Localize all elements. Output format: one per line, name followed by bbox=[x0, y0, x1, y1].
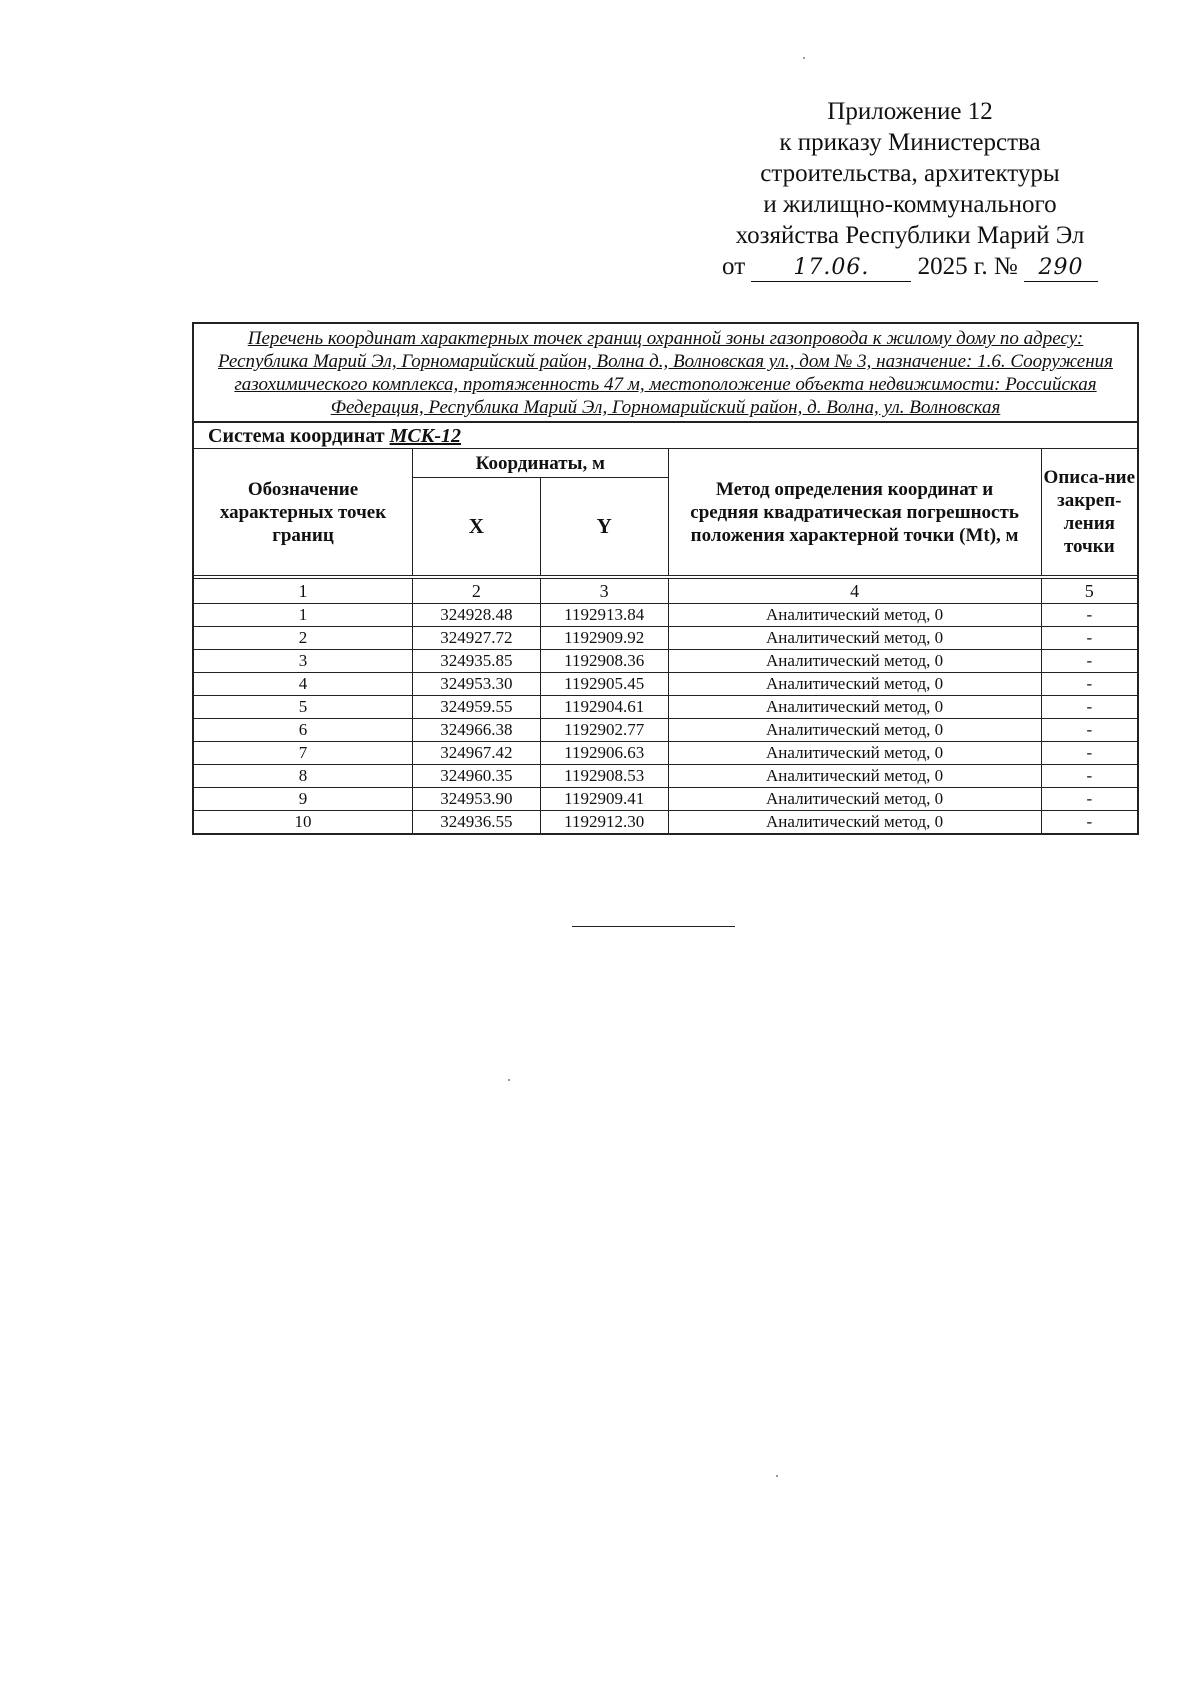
table-row bbox=[193, 742, 1138, 765]
description-cell: - bbox=[1041, 719, 1138, 742]
handwritten-number: 290 bbox=[1024, 255, 1098, 282]
point-id: 7 bbox=[193, 742, 413, 765]
coordinate-system-label: Система координат bbox=[208, 425, 385, 447]
table-title: Перечень координат характерных точек границ охранной зоны газопровода к жилому дому по адресу: Республика Марий Эл, Горномарийский район, Волна д., Волновская ул., дом № 3, назначение: 1.6. Сооружения газохимического комплекса, протяженность 47 м, местоположение объекта недвижимости: Российская Федерация, Республика Марий Эл, Горномарийский район, д. Волна, ул. Волновская bbox=[193, 323, 1138, 422]
table-row bbox=[193, 811, 1138, 835]
header-row-1 bbox=[193, 449, 1138, 478]
coord-x: 324959.55 bbox=[413, 696, 541, 719]
point-id: 8 bbox=[193, 765, 413, 788]
coord-y: 1192902.77 bbox=[540, 719, 668, 742]
table-row bbox=[193, 696, 1138, 719]
coord-y: 1192908.53 bbox=[540, 765, 668, 788]
coord-y: 1192909.41 bbox=[540, 788, 668, 811]
coordinate-system-value: МСК-12 bbox=[389, 425, 461, 447]
point-id: 2 bbox=[193, 627, 413, 650]
scan-speck bbox=[508, 1079, 510, 1081]
order-line-3: и жилищно-коммунального bbox=[763, 191, 1057, 218]
order-date-line bbox=[690, 251, 1130, 282]
coord-x: 324953.90 bbox=[413, 788, 541, 811]
end-of-document-divider bbox=[572, 926, 735, 927]
order-line-2: строительства, архитектуры bbox=[760, 160, 1060, 187]
document-header bbox=[690, 96, 1130, 282]
method-cell: Аналитический метод, 0 bbox=[668, 788, 1041, 811]
coord-x: 324935.85 bbox=[413, 650, 541, 673]
coord-x: 324953.30 bbox=[413, 673, 541, 696]
header-coordinates: Координаты, м bbox=[413, 449, 669, 478]
header-description: Описа-ние закреп-ления точки bbox=[1041, 449, 1138, 576]
method-cell: Аналитический метод, 0 bbox=[668, 719, 1041, 742]
coord-x: 324927.72 bbox=[413, 627, 541, 650]
coord-x: 324960.35 bbox=[413, 765, 541, 788]
point-id: 5 bbox=[193, 696, 413, 719]
table-row bbox=[193, 719, 1138, 742]
scan-speck bbox=[803, 57, 805, 59]
column-number: 5 bbox=[1041, 579, 1138, 604]
point-id: 1 bbox=[193, 604, 413, 627]
table-row bbox=[193, 604, 1138, 627]
description-cell: - bbox=[1041, 604, 1138, 627]
coord-y: 1192909.92 bbox=[540, 627, 668, 650]
coord-y: 1192906.63 bbox=[540, 742, 668, 765]
coord-y: 1192908.36 bbox=[540, 650, 668, 673]
column-number: 2 bbox=[413, 579, 541, 604]
method-cell: Аналитический метод, 0 bbox=[668, 742, 1041, 765]
order-line-4: хозяйства Республики Марий Эл bbox=[735, 222, 1085, 249]
description-cell: - bbox=[1041, 811, 1138, 835]
method-cell: Аналитический метод, 0 bbox=[668, 765, 1041, 788]
description-cell: - bbox=[1041, 696, 1138, 719]
point-id: 10 bbox=[193, 811, 413, 835]
coord-y: 1192905.45 bbox=[540, 673, 668, 696]
point-id: 6 bbox=[193, 719, 413, 742]
table-row bbox=[193, 673, 1138, 696]
table-row bbox=[193, 765, 1138, 788]
column-number: 1 bbox=[193, 579, 413, 604]
point-id: 3 bbox=[193, 650, 413, 673]
appendix-title: Приложение 12 bbox=[827, 98, 993, 125]
description-cell: - bbox=[1041, 673, 1138, 696]
header-x: X bbox=[413, 478, 541, 576]
column-number: 4 bbox=[668, 579, 1041, 604]
coord-y: 1192904.61 bbox=[540, 696, 668, 719]
method-cell: Аналитический метод, 0 bbox=[668, 627, 1041, 650]
coord-x: 324966.38 bbox=[413, 719, 541, 742]
description-cell: - bbox=[1041, 627, 1138, 650]
coordinates-table bbox=[192, 322, 1139, 835]
coord-x: 324936.55 bbox=[413, 811, 541, 835]
description-cell: - bbox=[1041, 788, 1138, 811]
table-row bbox=[193, 788, 1138, 811]
method-cell: Аналитический метод, 0 bbox=[668, 604, 1041, 627]
date-prefix: от bbox=[722, 253, 746, 280]
handwritten-date: 17.06. bbox=[751, 255, 911, 282]
table-row bbox=[193, 627, 1138, 650]
header-y: Y bbox=[540, 478, 668, 576]
header-method: Метод определения координат и средняя квадратическая погрешность положения характерной точки (Mt), м bbox=[668, 449, 1041, 576]
table-row bbox=[193, 650, 1138, 673]
description-cell: - bbox=[1041, 765, 1138, 788]
year-text: 2025 г. № bbox=[917, 253, 1018, 280]
point-id: 9 bbox=[193, 788, 413, 811]
method-cell: Аналитический метод, 0 bbox=[668, 650, 1041, 673]
column-numbers-row bbox=[193, 579, 1138, 604]
point-id: 4 bbox=[193, 673, 413, 696]
method-cell: Аналитический метод, 0 bbox=[668, 696, 1041, 719]
coordinate-system bbox=[193, 422, 1138, 449]
method-cell: Аналитический метод, 0 bbox=[668, 673, 1041, 696]
description-cell: - bbox=[1041, 650, 1138, 673]
column-number: 3 bbox=[540, 579, 668, 604]
table-title-row bbox=[193, 323, 1138, 422]
coord-y: 1192913.84 bbox=[540, 604, 668, 627]
order-line-1: к приказу Министерства bbox=[779, 129, 1041, 156]
coordinate-system-row bbox=[193, 422, 1138, 449]
coord-x: 324967.42 bbox=[413, 742, 541, 765]
coord-x: 324928.48 bbox=[413, 604, 541, 627]
scan-speck bbox=[776, 1475, 778, 1477]
description-cell: - bbox=[1041, 742, 1138, 765]
header-designation: Обозначение характерных точек границ bbox=[193, 449, 413, 576]
method-cell: Аналитический метод, 0 bbox=[668, 811, 1041, 835]
coord-y: 1192912.30 bbox=[540, 811, 668, 835]
